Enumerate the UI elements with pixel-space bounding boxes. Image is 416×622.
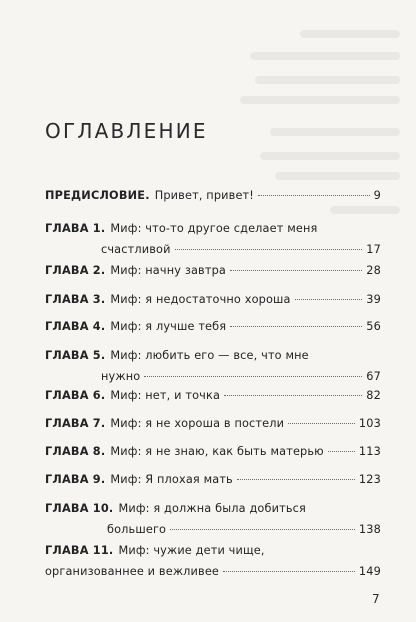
entry-label: ГЛАВА 11. — [45, 544, 114, 557]
leader-dots — [230, 326, 362, 327]
leader-dots — [224, 395, 362, 396]
entry-title: Миф: я недостаточно хороша — [110, 293, 291, 306]
entry-title: Миф: я не хороша в постели — [110, 417, 285, 430]
page-number: 56 — [366, 320, 381, 333]
toc-entry-chapter-1 — [45, 218, 381, 260]
entry-title: Миф: я должна была добиться — [118, 502, 306, 515]
entry-title: Миф: нет, и точка — [110, 389, 221, 402]
entry-label: ГЛАВА 2. — [45, 264, 106, 277]
page-number: 67 — [366, 370, 381, 383]
entry-label: ГЛАВА 5. — [45, 349, 106, 362]
entry-label: ГЛАВА 10. — [45, 502, 114, 515]
leader-dots — [295, 299, 363, 300]
entry-label: ГЛАВА 3. — [45, 293, 106, 306]
leader-dots — [175, 249, 363, 250]
toc-entry-chapter-10 — [45, 498, 381, 540]
toc-entry-foreword — [45, 185, 381, 206]
entry-title-continued: счастливой — [101, 243, 171, 256]
leader-dots — [170, 529, 355, 530]
entry-label: ГЛАВА 4. — [45, 320, 106, 333]
entry-label: ГЛАВА 1. — [45, 222, 106, 235]
toc-entry-chapter-6 — [45, 385, 381, 406]
entry-title: Миф: что-то другое сделает меня — [110, 222, 318, 235]
entry-title-continued: нужно — [101, 370, 141, 383]
entry-title: Миф: чужие дети чище, — [118, 544, 265, 557]
toc-entry-chapter-4 — [45, 316, 381, 337]
page-number: 149 — [358, 565, 381, 578]
leader-dots — [230, 270, 362, 271]
entry-title-continued: организованнее и вежливее — [45, 565, 220, 578]
entry-label: ПРЕДИСЛОВИЕ. — [45, 189, 150, 202]
leader-dots — [328, 451, 355, 452]
toc-entry-chapter-2 — [45, 260, 381, 281]
entry-title: Привет, привет! — [154, 189, 254, 202]
entry-title: Миф: начну завтра — [110, 264, 226, 277]
leader-dots — [237, 479, 355, 480]
page-number: 17 — [366, 243, 381, 256]
entry-title: Миф: я лучше тебя — [110, 320, 227, 333]
toc-entry-chapter-9 — [45, 469, 381, 490]
toc-entry-chapter-3 — [45, 289, 381, 310]
page-number: 82 — [366, 389, 381, 402]
page-number: 9 — [373, 189, 381, 202]
entry-label: ГЛАВА 7. — [45, 417, 106, 430]
page-number: 123 — [358, 473, 381, 486]
leader-dots — [288, 423, 355, 424]
leader-dots — [223, 571, 355, 572]
toc-entry-chapter-5 — [45, 345, 381, 387]
entry-label: ГЛАВА 6. — [45, 389, 106, 402]
entry-title: Миф: Я плохая мать — [110, 473, 233, 486]
leader-dots — [258, 195, 370, 196]
page-number: 39 — [366, 293, 381, 306]
page-number: 103 — [358, 417, 381, 430]
table-of-contents — [45, 0, 381, 622]
entry-title: Миф: я не знаю, как быть матерью — [110, 445, 324, 458]
entry-label: ГЛАВА 8. — [45, 445, 106, 458]
toc-entry-chapter-8 — [45, 441, 381, 462]
page-number: 28 — [366, 264, 381, 277]
page-number: 113 — [358, 445, 381, 458]
page-folio-number: 7 — [372, 592, 380, 606]
toc-entry-chapter-7 — [45, 413, 381, 434]
entry-title: Миф: любить его — все, что мне — [110, 349, 309, 362]
page-number: 138 — [358, 523, 381, 536]
leader-dots — [144, 376, 362, 377]
page-title: ОГЛАВЛЕНИЕ — [45, 119, 208, 143]
entry-title-continued: большего — [107, 523, 167, 536]
entry-label: ГЛАВА 9. — [45, 473, 106, 486]
toc-entry-chapter-11 — [45, 540, 381, 582]
